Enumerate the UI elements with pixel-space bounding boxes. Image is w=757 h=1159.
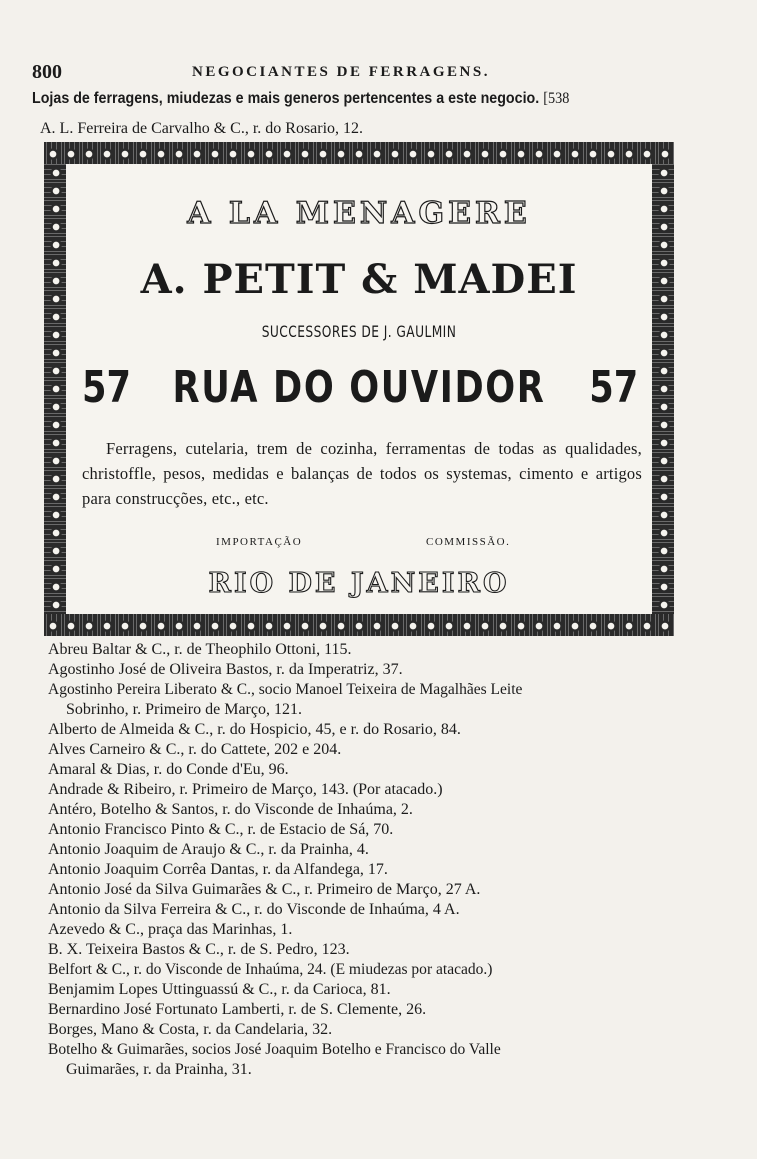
subheading: [32, 90, 667, 108]
firm-name: A. PETIT & MADEI: [140, 256, 578, 303]
list-item: Amaral & Dias, r. do Conde d'Eu, 96.: [48, 761, 289, 778]
list-item: Benjamim Lopes Uttinguassú & C., r. da Carioca, 81.: [48, 981, 391, 998]
list-item-continuation: Guimarães, r. da Prainha, 31.: [66, 1061, 252, 1078]
list-item: Antonio da Silva Ferreira & C., r. do Visconde de Inhaúma, 4 A.: [48, 901, 460, 918]
list-item: Azevedo & C., praça das Marinhas, 1.: [48, 921, 293, 938]
street-name: RUA DO OUVIDOR: [172, 362, 546, 413]
list-item: Antonio Joaquim Corrêa Dantas, r. da Alfandega, 17.: [48, 861, 388, 878]
first-listing-entry: A. L. Ferreira de Carvalho & C., r. do Rosario, 12.: [40, 120, 364, 137]
list-item: Alves Carneiro & C., r. do Cattete, 202 e 204.: [48, 741, 342, 758]
ornamental-border-left: [44, 164, 66, 614]
list-item: Antonio Joaquim de Araujo & C., r. da Prainha, 4.: [48, 841, 369, 858]
advertisement-description: Ferragens, cutelaria, trem de cozinha, ferramentas de todas as qualidades, christoffle, pesos, medidas e balanças de todos os systemas, cimento e artigos para construcções, etc., etc.: [82, 439, 642, 508]
list-item-continuation: Sobrinho, r. Primeiro de Março, 121.: [66, 701, 302, 718]
ornamental-border-top: [44, 142, 674, 164]
list-item: Alberto de Almeida & C., r. do Hospicio, 45, e r. do Rosario, 84.: [48, 721, 461, 738]
street-number-right: 57: [589, 362, 638, 413]
successors-line: SUCCESSORES DE J. GAULMIN: [261, 322, 457, 341]
ornamental-border-bottom: [44, 614, 674, 636]
list-item: Abreu Baltar & C., r. de Theophilo Ottoni, 115.: [48, 641, 352, 658]
list-item: Belfort & C., r. do Visconde de Inhaúma, 24. (E miudezas por atacado.): [48, 961, 493, 978]
import-label: IMPORTAÇÃO: [216, 536, 303, 548]
list-item: Antonio Francisco Pinto & C., r. de Estacio de Sá, 70.: [48, 821, 394, 838]
subheading-text: Lojas de ferragens, miudezas e mais generos pertencentes a este negocio.: [32, 90, 540, 107]
list-item: Agostinho Pereira Liberato & C., socio Manoel Teixeira de Magalhães Leite: [48, 681, 523, 698]
commission-label: COMMISSÃO.: [426, 536, 511, 548]
list-item: Agostinho José de Oliveira Bastos, r. da Imperatriz, 37.: [48, 661, 403, 678]
merchant-listing: [48, 640, 688, 1080]
list-item: Botelho & Guimarães, socios José Joaquim Botelho e Francisco do Valle: [48, 1041, 501, 1058]
ornamental-border-right: [652, 164, 674, 614]
list-item: Bernardino José Fortunato Lamberti, r. de S. Clemente, 26.: [48, 1001, 427, 1018]
city-name: RIO DE JANEIRO: [208, 568, 510, 599]
list-item: Borges, Mano & Costa, r. da Candelaria, 32.: [48, 1021, 333, 1038]
page-number: 800: [32, 61, 62, 83]
advertisement-content: [66, 164, 652, 614]
running-head: [32, 61, 732, 85]
list-item: Antéro, Botelho & Santos, r. do Visconde de Inhaúma, 2.: [48, 801, 413, 818]
list-item: Antonio José da Silva Guimarães & C., r. Primeiro de Março, 27 A.: [48, 881, 481, 898]
street-number-left: 57: [82, 362, 131, 413]
shop-name: A LA MENAGERE: [187, 196, 531, 231]
list-item: Andrade & Ribeiro, r. Primeiro de Março, 143. (Por atacado.): [48, 781, 443, 798]
list-item: B. X. Teixeira Bastos & C., r. de S. Pedro, 123.: [48, 941, 350, 958]
subheading-reference: [538: [543, 90, 570, 107]
section-title: NEGOCIANTES DE FERRAGENS.: [192, 64, 490, 80]
advertisement-box: [44, 142, 674, 636]
address-row: [66, 362, 652, 422]
